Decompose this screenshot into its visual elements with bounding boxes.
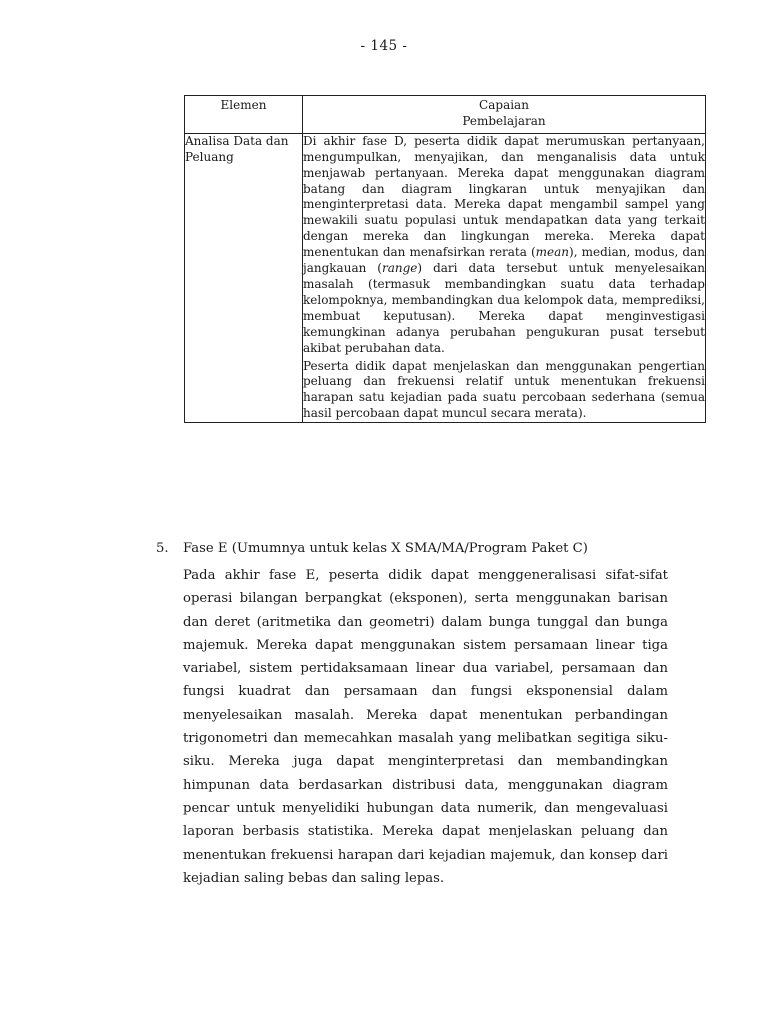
capaian-paragraph-1	[303, 134, 705, 357]
capaian-text-segment: Di akhir fase D, peserta didik dapat merumuskan pertanyaan, mengumpulkan, menyajikan, dan menganalisis data untuk menjawab pertanyaan. Mereka dapat menggunakan diagram batang dan diagram lingkaran untuk menyajikan dan menginterpretasi data. Mereka dapat mengambil sampel yang mewakili suatu populasi untuk mendapatkan data yang terkait dengan mereka dan lingkungan mereka. Mereka dapat menentukan dan menafsirkan rerata (	[303, 133, 705, 260]
capaian-text-segment: ), median, modus, dan jangkauan (	[303, 245, 705, 276]
section-heading	[156, 541, 668, 556]
capaian-pembelajaran-table	[184, 95, 706, 423]
elemen-cell: Analisa Data dan Peluang	[185, 133, 303, 422]
capaian-text-segment: ) dari data tersebut untuk menyelesaikan masalah (termasuk membandingkan suatu data terhadap kelompoknya, membandingkan dua kelompok data, memprediksi, membuat keputusan). Mereka dapat menginvestigasi kemungkinan adanya perubahan pengukuran pusat tersebut akibat perubahan data.	[303, 261, 705, 355]
section-body: Pada akhir fase E, peserta didik dapat menggeneralisasi sifat-sifat operasi bilangan berpangkat (eksponen), serta menggunakan barisan dan deret (aritmetika dan geometri) dalam bunga tunggal dan bunga majemuk. Mereka dapat menggunakan sistem persamaan linear tiga variabel, sistem pertidaksamaan linear dua variabel, persamaan dan fungsi kuadrat dan persamaan dan fungsi eksponensial dalam menyelesaikan masalah. Mereka dapat menentukan perbandingan trigonometri dan memecahkan masalah yang melibatkan segitiga siku-siku. Mereka juga dapat menginterpretasi dan membandingkan himpunan data berdasarkan distribusi data, menggunakan diagram pencar untuk menyelidiki hubungan data numerik, dan mengevaluasi laporan berbasis statistika. Mereka dapat menjelaskan peluang dan menentukan frekuensi harapan dari kejadian majemuk, dan konsep dari kejadian saling bebas dan saling lepas.	[183, 568, 668, 886]
term-range: range	[382, 261, 418, 276]
header-capaian-pembelajaran	[303, 96, 706, 134]
term-mean: mean	[535, 245, 570, 260]
section-fase-e	[156, 541, 668, 890]
header-capaian-line2: Pembelajaran	[462, 113, 546, 128]
header-elemen: Elemen	[185, 96, 303, 134]
page-number: - 145 -	[360, 38, 408, 54]
table-header-row	[185, 96, 706, 134]
section-title: Fase E (Umumnya untuk kelas X SMA/MA/Program Paket C)	[183, 541, 588, 556]
capaian-cell	[303, 133, 706, 422]
section-number: 5.	[156, 541, 169, 556]
capaian-paragraph-2: Peserta didik dapat menjelaskan dan menggunakan pengertian peluang dan frekuensi relatif untuk menentukan frekuensi harapan satu kejadian pada suatu percobaan sederhana (semua hasil percobaan dapat muncul secara merata).	[303, 358, 705, 421]
table-row	[185, 133, 706, 422]
header-capaian-line1: Capaian	[479, 98, 529, 112]
